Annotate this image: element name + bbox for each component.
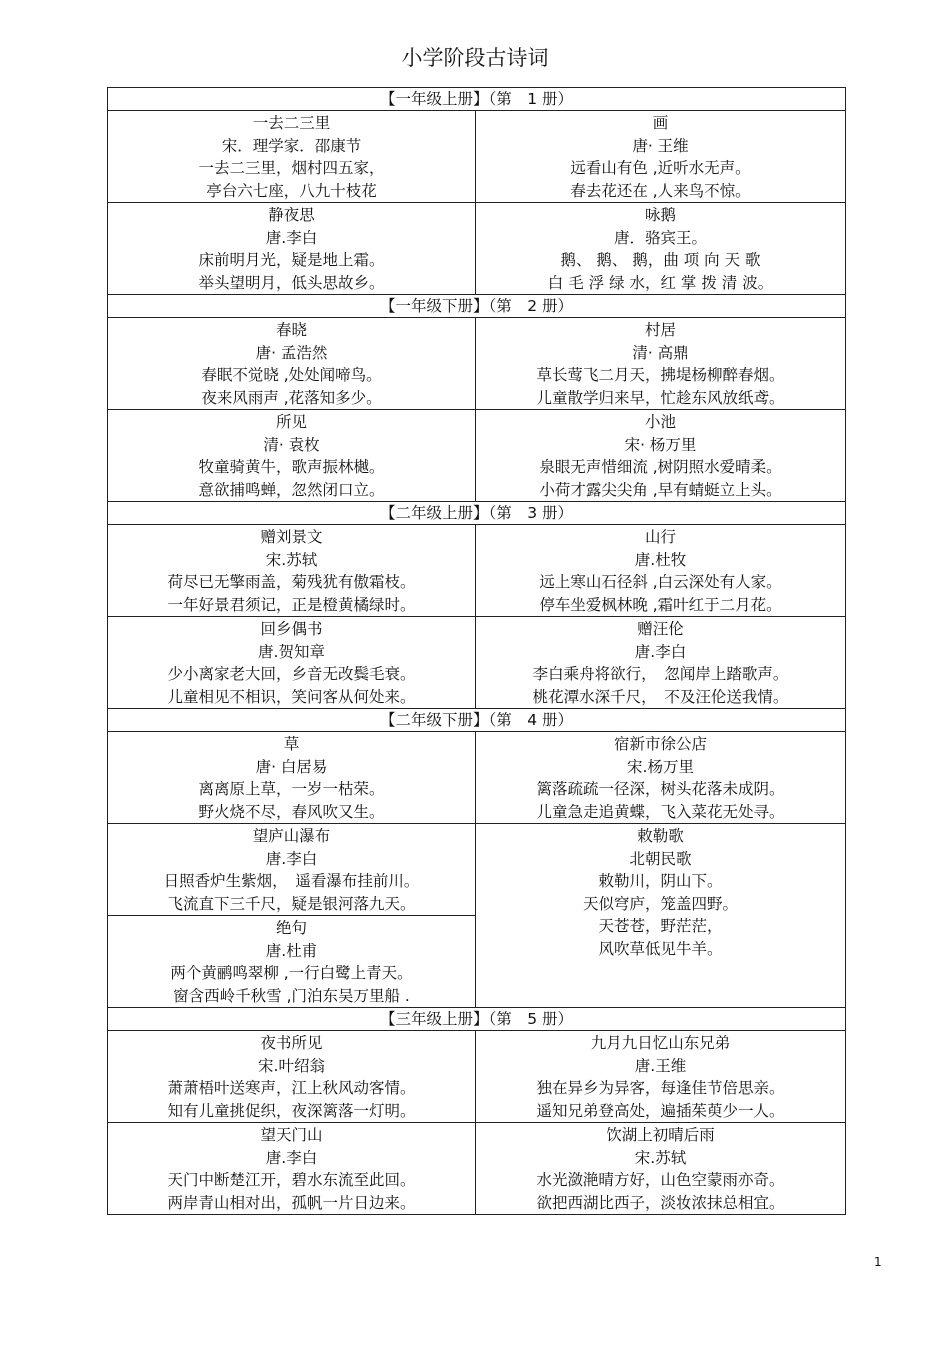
poem-row: [108, 617, 846, 709]
poem-cell-right: [476, 1123, 846, 1215]
poem-cell-right: [476, 824, 846, 1008]
poem-line: 桃花潭水深千尺， 不及汪伦送我情。: [532, 687, 789, 706]
poem-line: 独在异乡为异客，每逢佳节倍思亲。: [536, 1079, 785, 1097]
poem-author: 唐.贺知章: [258, 642, 325, 661]
poem: [108, 732, 475, 823]
poem-line: 李白乘舟将欲行， 忽闻岸上踏歌声。: [532, 665, 789, 683]
grade-header-row: [108, 709, 846, 732]
poem-author: 唐.李白: [634, 642, 687, 661]
poem-title: 村居: [645, 321, 677, 339]
poem-title: 敕勒歌: [637, 827, 684, 845]
poem-line: 窗含西岭千秋雪 ,门泊东吴万里船 .: [173, 986, 410, 1005]
poem-line: 敕勒川，阴山下。: [598, 872, 723, 890]
poem-line: 儿童急走追黄蝶，飞入菜花无处寻。: [536, 802, 785, 821]
poem-cell-left: [108, 617, 476, 709]
poem: [108, 318, 475, 409]
poem-cell-right: [476, 111, 846, 203]
poem-cell-left: [108, 732, 476, 824]
poem-cell-right: [476, 410, 846, 502]
poem-line: 儿童相见不相识，笑问客从何处来。: [167, 687, 416, 706]
poem-author: 唐.杜甫: [265, 941, 318, 960]
poem-row: [108, 318, 846, 410]
poem-author: 北朝民歌: [629, 849, 692, 868]
poem-line: 两岸青山相对出，孤帆一片日边来。: [167, 1193, 416, 1212]
grade-header-row: [108, 1008, 846, 1031]
poem: [108, 111, 475, 202]
poem-author: 宋．理学家．邵康节: [221, 136, 362, 155]
poem-cell-left: [108, 410, 476, 502]
poem-line: 儿童散学归来早，忙趁东风放纸鸢。: [536, 388, 785, 407]
poem-line: 春去花还在 ,人来鸟不惊。: [570, 181, 751, 200]
poem-line: 日照香炉生紫烟， 遥看瀑布挂前川。: [163, 872, 420, 890]
poem: [108, 410, 475, 501]
poem-line: 天门中断楚江开，碧水东流至此回。: [167, 1171, 416, 1189]
poem-author: 唐.李白: [265, 1148, 318, 1167]
poem-row: [108, 203, 846, 295]
poem-line: 意欲捕鸣蝉，忽然闭口立。: [198, 480, 385, 499]
poem-line: 一去二三里，烟村四五家，: [198, 159, 385, 177]
poem: [108, 1123, 475, 1214]
poem-line: 知有儿童挑促织，夜深篱落一灯明。: [167, 1101, 416, 1120]
poem: [108, 824, 475, 915]
poem-cell-left: [108, 824, 476, 1008]
poem-title: 静夜思: [268, 206, 315, 224]
poem-line: 草长莺飞二月天，拂堤杨柳醉春烟。: [536, 366, 785, 384]
poem-author: 唐.李白: [265, 228, 318, 247]
poem: [476, 410, 845, 501]
poem-author: 宋.叶绍翁: [258, 1056, 325, 1075]
poem-title: 望天门山: [260, 1126, 323, 1144]
poem: [108, 203, 475, 294]
poem-title: 夜书所见: [260, 1034, 323, 1052]
poem-title: 山行: [645, 528, 677, 546]
poem-title: 赠汪伦: [637, 620, 684, 638]
poem-line: 停车坐爱枫林晚 ,霜叶红于二月花。: [539, 595, 782, 614]
poem-author: 宋· 杨万里: [624, 435, 697, 454]
page-number: 1: [874, 1255, 882, 1269]
poem-title: 望庐山瀑布: [252, 827, 331, 845]
poem: [108, 1031, 475, 1122]
poem: [108, 525, 475, 616]
poem-author: 唐.杜牧: [634, 550, 687, 569]
poem-line: 天似穹庐，笼盖四野。: [583, 894, 739, 913]
page-title: 小学阶段古诗词: [401, 46, 549, 70]
poem-title: 小池: [645, 413, 677, 431]
poem-line: 一年好景君须记，正是橙黄橘绿时。: [167, 595, 416, 614]
poem-cell-right: [476, 617, 846, 709]
poem-author: 清· 袁枚: [263, 435, 320, 454]
poem-line: 篱落疏疏一径深，树头花落未成阴。: [536, 780, 785, 798]
poem-cell-left: [108, 1123, 476, 1215]
poem: [476, 732, 845, 823]
poem-cell-right: [476, 1031, 846, 1123]
poem-cell-right: [476, 203, 846, 295]
poem-line: 鹅、 鹅、 鹅，曲 项 向 天 歌: [560, 251, 761, 269]
poem-author: 唐.王维: [634, 1056, 687, 1075]
poem-line: 野火烧不尽，春风吹又生。: [198, 802, 385, 821]
poem-line: 欲把西湖比西子，淡妆浓抹总相宜。: [536, 1193, 785, 1212]
poem-row: [108, 1031, 846, 1123]
poem-row: [108, 1123, 846, 1215]
poem-cell-left: [108, 1031, 476, 1123]
poem-line: 水光潋滟晴方好，山色空蒙雨亦奇。: [536, 1171, 785, 1189]
poem-author: 唐· 孟浩然: [255, 343, 328, 362]
poem-cell-right: [476, 318, 846, 410]
poem: [108, 915, 475, 1007]
poem: [476, 824, 845, 960]
poem: [476, 1031, 845, 1122]
poem-title: 春晓: [275, 321, 307, 339]
poem-row: [108, 525, 846, 617]
poem-title: 所见: [275, 413, 307, 431]
poem: [476, 1123, 845, 1214]
poem-line: 两个黄鹂鸣翠柳 ,一行白鹭上青天。: [170, 964, 413, 982]
poem-title: 草: [283, 735, 300, 753]
poem: [476, 111, 845, 202]
poem-line: 飞流直下三千尺，疑是银河落九天。: [167, 894, 416, 913]
grade-header-row: [108, 502, 846, 525]
poem-line: 春眠不觉晓 ,处处闻啼鸟。: [201, 366, 382, 384]
poem-title: 画: [652, 114, 669, 132]
poem-row: [108, 732, 846, 824]
poem-cell-right: [476, 732, 846, 824]
poem-line: 床前明月光，疑是地上霜。: [198, 251, 385, 269]
poem-table: [107, 87, 846, 1215]
poem-line: 遥知兄弟登高处，遍插茱萸少一人。: [536, 1101, 785, 1120]
poem-row: [108, 111, 846, 203]
poem: [476, 203, 845, 294]
poem-line: 远看山有色 ,近听水无声。: [570, 159, 751, 177]
poem-cell-left: [108, 525, 476, 617]
poem-cell-left: [108, 111, 476, 203]
poem-line: 远上寒山石径斜 ,白云深处有人家。: [539, 573, 782, 591]
poem-title: 赠刘景文: [260, 528, 323, 546]
poem-line: 少小离家老大回，乡音无改鬓毛衰。: [167, 665, 416, 683]
poem: [476, 318, 845, 409]
poem-cell-left: [108, 203, 476, 295]
poem-title: 回乡偶书: [260, 620, 323, 638]
grade-header: 【三年级上册】（第 5 册）: [108, 1008, 846, 1031]
poem: [476, 525, 845, 616]
poem-line: 离离原上草，一岁一枯荣。: [198, 780, 385, 798]
poem-line: 牧童骑黄牛，歌声振林樾。: [198, 458, 385, 476]
poem-title: 绝句: [275, 919, 307, 937]
poem: [476, 617, 845, 708]
poem-line: 亭台六七座，八九十枝花: [206, 181, 377, 200]
poem-line: 白 毛 浮 绿 水，红 掌 拨 清 波。: [547, 273, 774, 292]
grade-header: 【二年级下册】（第 4 册）: [108, 709, 846, 732]
grade-header: 【一年级上册】（第 1 册）: [108, 88, 846, 111]
poem-line: 举头望明月，低头思故乡。: [198, 273, 385, 292]
poem-author: 唐．骆宾王。: [614, 228, 708, 247]
poem: [108, 617, 475, 708]
poem-row: [108, 410, 846, 502]
poem-line: 萧萧梧叶送寒声，江上秋风动客情。: [167, 1079, 416, 1097]
poem-line: 小荷才露尖尖角 ,早有蜻蜓立上头。: [539, 480, 782, 499]
poem-line: 夜来风雨声 ,花落知多少。: [201, 388, 382, 407]
poem-cell-right: [476, 525, 846, 617]
grade-header: 【一年级下册】（第 2 册）: [108, 295, 846, 318]
poem-line: 天苍苍，野茫茫，: [598, 917, 723, 935]
grade-header-row: [108, 295, 846, 318]
poem-title: 咏鹅: [645, 206, 677, 224]
poem-line: 风吹草低见牛羊。: [598, 939, 723, 958]
poem-cell-left: [108, 318, 476, 410]
poem-author: 清· 高鼎: [632, 343, 689, 362]
poem-author: 唐.李白: [265, 849, 318, 868]
poem-line: 荷尽已无擎雨盖，菊残犹有傲霜枝。: [167, 573, 416, 591]
poem-title: 一去二三里: [252, 114, 331, 132]
poem-author: 宋.杨万里: [627, 757, 694, 776]
poem-title: 饮湖上初晴后雨: [606, 1126, 715, 1144]
poem-row: [108, 824, 846, 1008]
poem-title: 宿新市徐公店: [614, 735, 708, 753]
poem-author: 唐· 王维: [632, 136, 689, 155]
poem-author: 宋.苏轼: [265, 550, 318, 569]
grade-header: 【二年级上册】（第 3 册）: [108, 502, 846, 525]
poem-line: 泉眼无声惜细流 ,树阴照水爱晴柔。: [539, 458, 782, 476]
poem-title: 九月九日忆山东兄弟: [590, 1034, 731, 1052]
poem-author: 唐· 白居易: [255, 757, 328, 776]
poem-author: 宋.苏轼: [634, 1148, 687, 1167]
grade-header-row: [108, 88, 846, 111]
